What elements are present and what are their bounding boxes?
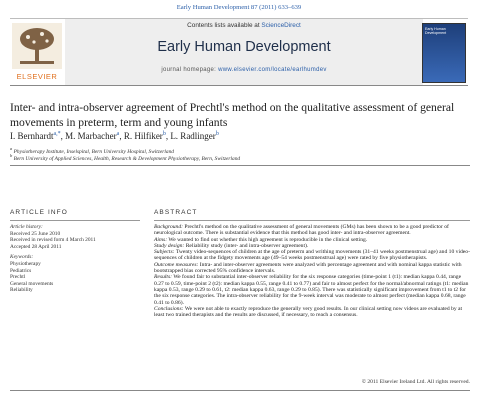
author[interactable]: M. Marbacher$^a$, (65, 131, 124, 141)
homepage-link[interactable]: www.elsevier.com/locate/earlhumdev (218, 67, 327, 73)
keyword: General movements (10, 280, 54, 287)
abstract-paragraph: Subjects: Twenty video-sequences of children at the age of preterm and writhing movements (31–41 weeks postmenstrual age) and 10 video-sequences of children at the fidgety movements age (49–54 weeks postmenstrual age) were rated by five physiotherapists. (154, 249, 470, 262)
history-item: Received 25 June 2010 (10, 230, 61, 237)
keyword: Prechtl (10, 274, 26, 281)
contents-line: Contents lists available at ScienceDirect (187, 22, 301, 29)
author-list (10, 131, 470, 141)
abstract-paragraph: Study design: Reliability study (inter- and intra-observer agreement). (154, 242, 309, 249)
author[interactable]: L. Radlinger$^b$ (170, 131, 219, 141)
cover-title: Early Human Development (425, 27, 447, 36)
affiliation: $^a$ Physiotherapy Institute, Inselspital, Bern University Hospital, Switzerland (10, 146, 174, 155)
history-label: Article history: (10, 224, 43, 230)
keyword: Pediatrics (10, 267, 32, 274)
journal-cover-image[interactable] (422, 23, 466, 83)
article-info-panel (10, 220, 140, 294)
sciencedirect-link[interactable]: ScienceDirect (261, 22, 301, 29)
header-divider (10, 165, 470, 166)
keyword: Physiotherapy (10, 260, 41, 267)
keywords-label: Keywords: (10, 254, 34, 261)
journal-name: Early Human Development (157, 39, 331, 55)
abstract-paragraph: Outcome measures: Intra- and inter-observer agreements were analyzed with percentage agreement and with nominal kappa statistic with bootstrapped bias corrected 95% confidence intervals. (154, 261, 462, 275)
journal-homepage: journal homepage: www.elsevier.com/locate/earlhumdev (161, 67, 327, 73)
journal-band (65, 19, 423, 85)
journal-banner (10, 18, 468, 86)
journal-citation[interactable]: Early Human Development 87 (2011) 633–639 (176, 4, 302, 11)
publisher-name: ELSEVIER (16, 72, 58, 81)
elsevier-logo[interactable] (12, 23, 62, 81)
abstract-paragraph: Aims: We wanted to find out whether this high agreement is reproducible in the clinical setting. (154, 236, 368, 243)
keyword: Reliability (10, 287, 33, 294)
author[interactable]: R. Hilfiker$^b$, (123, 131, 171, 141)
abstract-paragraph: Conclusions: We were not able to exactly reproduce the generally very good results. In our clinical setting now videos are evaluated by at least two trained therapists and the results are discussed, if necessary, to reach a consensus. (154, 305, 463, 319)
abstract-body (154, 220, 470, 318)
copyright-notice: © 2011 Elsevier Ireland Ltd. All rights reserved. (361, 379, 470, 385)
abstract-paragraph: Results: We found fair to substantial inter-observer reliability for the six response categories (time-point 1 (t1): median kappa 0.44, range 0.27 to 0.59, time-point 2 (t2): median kappa 0.55, range 0.41 to 0.77) and fair to almost perfect for the normal/abnormal ratings (t1: median kappa 0.53, range 0.29 to 0.61, t2: median kappa 0.63, range 0.29 to 0.85). There was statistically significant improvement from t1 to t2 for the six response categories. The intra-observer reliability for the 9-week interval was moderate to almost perfect (median kappa 0.68, range 0.41 to 0.86). (154, 274, 469, 306)
article-title: Inter- and intra-observer agreement of Prechtl's method on the qualitative assessment of general movements in preterm, term and young infants (10, 101, 455, 129)
article-info-heading: ARTICLE INFO (10, 209, 68, 216)
author[interactable]: I. Bernhardt$^{a,*}$, (10, 131, 66, 141)
history-item: Accepted 28 April 2011 (10, 243, 62, 250)
abstract-heading: ABSTRACT (154, 209, 198, 216)
footer-divider (10, 390, 470, 391)
history-item: Received in revised form 4 March 2011 (10, 237, 96, 244)
abstract-paragraph: Background: Prechtl's method on the qualitative assessment of general movements (GMs) has been shown to be a good predictor of neurological outcome. There is substantial evidence that this method has good inter- and intra-observer agreement. (154, 224, 449, 237)
elsevier-tree-icon (12, 23, 62, 69)
affiliation: $^b$ Bern University of Applied Sciences, Health, Research & Development Physiotherapy, Bern, Switzerland (10, 153, 241, 162)
